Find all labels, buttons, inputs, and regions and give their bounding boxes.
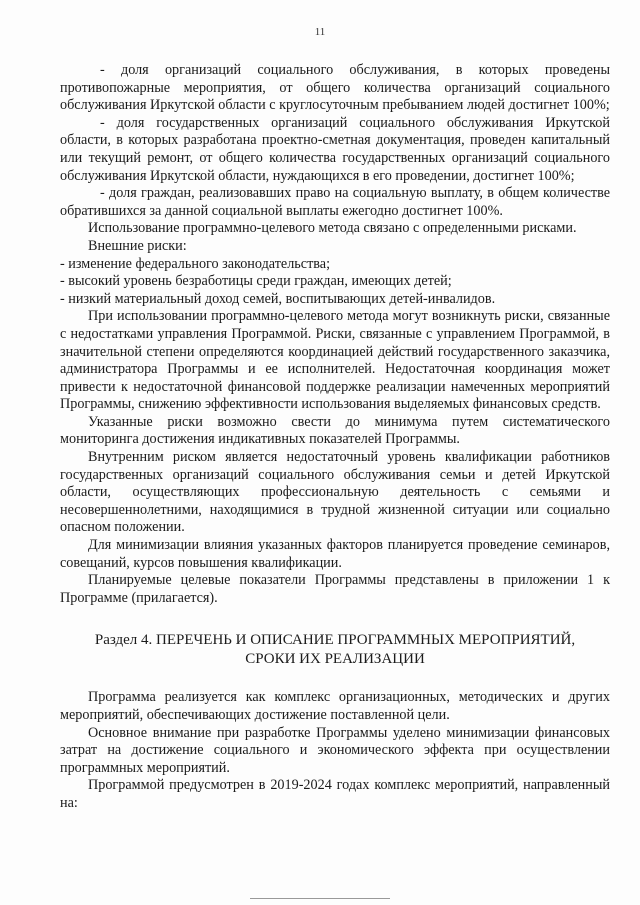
paragraph: Указанные риски возможно свести до минимума путем систематического мониторинга достижения индикативных показателей Программы. — [60, 413, 610, 448]
paragraph: - доля государственных организаций социального обслуживания Иркутской области, в которых разработана проектно-сметная документация, проведен капитальный или текущий ремонт, от общего количества государственных организаций социального обслуживания Иркутской области, нуждающихся в его проведении, достигнет 100%; — [60, 114, 610, 184]
paragraph: Использование программно-целевого метода связано с определенными рисками. — [88, 220, 577, 237]
section-heading-line1: Раздел 4. ПЕРЕЧЕНЬ И ОПИСАНИЕ ПРОГРАММНЫХ МЕРОПРИЯТИЙ, — [94, 632, 576, 649]
paragraph: - низкий материальный доход семей, воспитывающих детей-инвалидов. — [60, 290, 496, 307]
paragraph: Программа реализуется как комплекс организационных, методических и других мероприятий, обеспечивающих достижение поставленной цели. — [60, 689, 610, 723]
paragraph: Внутренним риском является недостаточный уровень квалификации работников государственных организаций социального обслуживания семьи и детей Иркутской области, осуществляющих профессиональную деятельность с семьями и несовершеннолетними, находящимися в трудной жизненной ситуации или социально опасном положении. — [60, 449, 610, 536]
paragraph: - доля организаций социального обслуживания, в которых проведены противопожарные мероприятия, от общего количества организаций социального обслуживания Иркутской области с круглосуточным пребыванием людей достигнет 100%; — [60, 62, 610, 114]
paragraph: - высокий уровень безработицы среди граждан, имеющих детей; — [60, 273, 452, 290]
page-number: 11 — [314, 26, 326, 38]
section-heading-line2: СРОКИ ИХ РЕАЛИЗАЦИИ — [245, 651, 425, 668]
document-body — [60, 62, 610, 813]
footer-rule — [250, 898, 390, 899]
paragraph: Планируемые целевые показатели Программы представлены в приложении 1 к Программе (прилагается). — [60, 572, 610, 606]
paragraph: Основное внимание при разработке Программы уделено минимизации финансовых затрат на достижение социального и экономического эффекта при осуществлении программных мероприятий. — [60, 724, 610, 776]
paragraph: Внешние риски: — [88, 237, 187, 254]
paragraph: Для минимизации влияния указанных факторов планируется проведение семинаров, совещаний, курсов повышения квалификации. — [60, 537, 610, 571]
paragraph: - изменение федерального законодательства; — [60, 255, 331, 272]
paragraphs-bottom — [60, 689, 610, 812]
paragraph: Программой предусмотрен в 2019-2024 годах комплекс мероприятий, направленный на: — [60, 777, 610, 811]
section-heading — [60, 631, 610, 669]
paragraph: - доля граждан, реализовавших право на социальную выплату, в общем количестве обратившихся за данной социальной выплаты ежегодно достигнет 100%. — [60, 185, 610, 219]
paragraph: При использовании программно-целевого метода могут возникнуть риски, связанные с недостатками управления Программой. Риски, связанные с управлением Программой, в значительной степени определяются координацией действий государственного заказчика, администратора Программы и ее исполнителей. Недостаточная координация может привести к недостаточной финансовой поддержке реализации намеченных мероприятий Программы, снижению эффективности использования выделяемых финансовых средств. — [60, 308, 610, 413]
paragraphs-top — [60, 62, 610, 607]
